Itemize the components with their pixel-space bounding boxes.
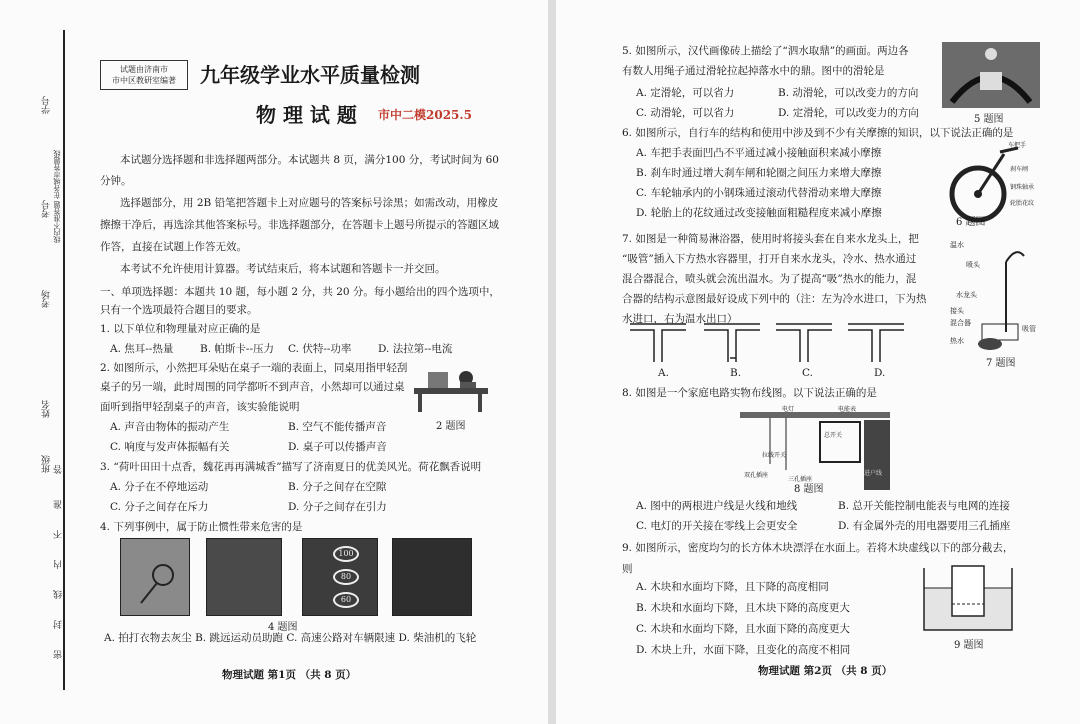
q5-option-b: B. 动滑轮，可以改变力的方向 — [778, 87, 919, 99]
q9-option-c: C. 木块和水面均下降，且水面下降的高度更大 — [636, 623, 850, 635]
figure-8-image — [740, 404, 890, 490]
mixer-diagrams — [626, 318, 906, 364]
question-6-stem: 6. 如图所示，自行车的结构和使用中涉及到不少有关摩擦的知识，以下说法正确的是 — [622, 127, 1014, 139]
question-8-stem: 8. 如图是一个家庭电路实物布线图。以下说法正确的是 — [622, 387, 877, 399]
q2-option-a: A. 声音由物体的振动产生 — [110, 421, 230, 433]
question-2-stem: 2. 如图所示，小然把耳朵贴在桌子一端的表面上，同桌用指甲轻刮 — [100, 362, 408, 374]
bike-label: 刹车闸 — [1010, 166, 1029, 173]
q9-option-d: D. 木块上升，水面下降，且变化的高度不相同 — [636, 644, 851, 656]
page-footer: 物理试题 第1页 （共 8 页） — [222, 669, 357, 681]
question-9-stem: 9. 如图所示，密度均匀的长方体木块漂浮在水面上。若将木块虚线以下的部分截去， — [622, 542, 1014, 554]
figure-6-caption: 6 题图 — [956, 217, 986, 228]
photo-speed-limit-signs — [302, 538, 378, 616]
circuit-label: 拉线开关 — [762, 452, 787, 459]
instruction-line: 擦擦干净后，再选涂其他答案标号。非选择题部分，在答题卡上题号所提示的答题区域 — [100, 219, 499, 231]
exam-page-2 — [556, 0, 1080, 724]
shower-label: 温水 — [950, 241, 964, 249]
side-seal-2: 准 — [54, 500, 64, 509]
bike-label: 钢珠轴承 — [1010, 184, 1035, 191]
figure-7-caption: 7 题图 — [986, 358, 1016, 369]
figure-8-caption: 8 题图 — [794, 484, 824, 495]
side-seal-7: 密 — [54, 650, 64, 659]
edition-tag: 市中二模2025.5 — [378, 108, 472, 122]
figure-2-caption: 2 题图 — [436, 421, 466, 432]
circuit-label: 总开关 — [824, 432, 843, 439]
question-1-stem: 1. 以下单位和物理量对应正确的是 — [100, 323, 261, 335]
figure-7-image — [946, 232, 1042, 360]
side-seal-6: 封 — [54, 620, 64, 629]
q7-option-c: C. — [802, 367, 813, 379]
circuit-label: 双孔插座 — [744, 472, 769, 479]
circuit-label: 三孔插座 — [788, 476, 813, 483]
figure-5-image — [942, 42, 1040, 108]
figure-9-caption: 9 题图 — [954, 640, 984, 651]
side-seal-1: 答 — [54, 465, 64, 474]
q3-option-a: A. 分子在不停地运动 — [110, 481, 209, 493]
tripod-pulley-illustration — [942, 42, 1040, 108]
circuit-label: 电灯 — [782, 406, 795, 413]
side-label-name: 姓名 — [42, 400, 52, 418]
q5-option-d: D. 定滑轮，可以改变力的方向 — [778, 107, 919, 119]
figure-9-floating-block — [922, 560, 1014, 632]
question-7-stem: 混合器混合，喷头就会流出温水。为了提高“吸”热水的能力，混 — [622, 273, 917, 285]
side-label-class: 班级 — [42, 455, 52, 473]
q3-option-d: D. 分子之间存在引力 — [288, 501, 387, 513]
q1-option-d: D. 法拉第--电流 — [378, 343, 453, 355]
photo-flywheel — [392, 538, 472, 616]
q3-option-b: B. 分子之间存在空隙 — [288, 481, 387, 493]
shower-label: 热水 — [950, 337, 964, 345]
side-seal-4: 内 — [54, 560, 64, 569]
q1-option-a: A. 焦耳--热量 — [110, 343, 174, 355]
shower-label: 水龙头 — [956, 291, 977, 299]
section-heading: 只有一个选项最符合题目的要求。 — [100, 304, 258, 316]
q1-option-b: B. 帕斯卡--压力 — [200, 343, 274, 355]
bike-label: 车把手 — [1008, 142, 1027, 149]
section-heading: 一、单项选择题：本题共 10 题，每小题 2 分，共 20 分。每小题给出的四个选项中， — [100, 286, 500, 298]
speed-sign: 100 — [333, 546, 359, 562]
figure-5-caption: 5 题图 — [974, 114, 1004, 125]
shower-label: 混合器 — [950, 319, 971, 327]
q8-option-a: A. 图中的两根进户线是火线和地线 — [636, 500, 798, 512]
issuer-stamp — [100, 60, 188, 90]
question-7-stem: 水进口，右为温水出口） — [622, 313, 738, 325]
instruction-line: 选择题部分，用 2B 铅笔把答题卡上对应题号的答案标号涂黑；如需改动，用橡皮 — [120, 197, 499, 209]
photo-beating-clothes — [120, 538, 190, 616]
question-9-stem: 则 — [622, 563, 633, 575]
question-2-stem: 面听到指甲轻刮桌子的声音，该实验能说明 — [100, 401, 300, 413]
side-warning: 线内不准答题 在各城市答题线 — [53, 150, 61, 244]
q5-option-a: A. 定滑轮，可以省力 — [636, 87, 735, 99]
photo-long-jump — [206, 538, 282, 616]
q6-option-b: B. 刹车时通过增大刹车闸和轮圈之间压力来增大摩擦 — [636, 167, 882, 179]
question-2-stem: 桌子的另一端，此时周围的同学都听不到声音，小然却可以通过桌 — [100, 381, 405, 393]
side-seal-5: 线 — [54, 590, 64, 599]
q8-option-d: D. 有金属外壳的用电器要用三孔插座 — [838, 520, 1011, 532]
q7-option-b: B. — [730, 367, 742, 379]
q8-option-b: B. 总开关能控制电能表与电网的连接 — [838, 500, 1010, 512]
q6-option-c: C. 车轮轴承内的小钢珠通过滚动代替滑动来增大摩擦 — [636, 187, 882, 199]
question-5-stem: 5. 如图所示，汉代画像砖上描绘了“泗水取鼎”的画面。两边各 — [622, 45, 909, 57]
side-seal-3: 不 — [54, 530, 64, 539]
instruction-line: 分钟。 — [100, 175, 132, 187]
exam-title: 九年级学业水平质量检测 — [200, 63, 420, 87]
question-3-stem: 3. “荷叶田田十点香，魏花再再满城香”描写了济南夏日的优美风光。荷花飘香说明 — [100, 461, 482, 473]
instruction-line: 本试题分选择题和非选择题两部分。本试题共 8 页，满分100 分，考试时间为 60 — [120, 154, 499, 166]
figure-2-image — [408, 362, 494, 414]
question-5-stem: 有数人用绳子通过滑轮拉起掉落水中的鼎。图中的滑轮是 — [622, 65, 885, 77]
q7-option-d: D. — [874, 367, 886, 379]
subject-title: 物 理 试 题 — [256, 103, 357, 127]
question-4-stem: 4. 下列事例中，属于防止惯性带来危害的是 — [100, 521, 303, 533]
instruction-line: 作答，直接在试题上作答无效。 — [100, 241, 247, 253]
stamp-line: 市中区教研室编著 — [112, 76, 176, 85]
instruction-line: 本考试不允许使用计算器。考试结束后，将本试题和答题卡一并交回。 — [120, 263, 446, 275]
q3-option-c: C. 分子之间存在斥力 — [110, 501, 209, 513]
shower-label: 喷头 — [966, 261, 980, 269]
q8-option-c: C. 电灯的开关接在零线上会更安全 — [636, 520, 798, 532]
side-label-exam-no: 考号 — [42, 200, 52, 218]
figure-4-caption: 4 题图 — [268, 622, 298, 633]
q4-options: A. 拍打衣物去灰尘 B. 跳远运动员助跑 C. 高速公路对车辆限速 D. 柴油机的飞轮 — [104, 632, 477, 644]
stamp-line: 试题由济南市 — [120, 65, 168, 74]
q7-option-a: A. — [658, 367, 669, 379]
speed-sign: 60 — [333, 592, 359, 608]
side-label-exam-room: 考场 — [42, 290, 52, 308]
q9-option-a: A. 木块和水面均下降，且下降的高度相同 — [636, 581, 829, 593]
circuit-label: 进户线 — [864, 470, 883, 477]
speed-sign: 80 — [333, 569, 359, 585]
question-7-stem: 合器的结构示意图最好设成下列中的（注：左为冷水进口，下为热 — [622, 293, 927, 305]
q2-option-d: D. 桌子可以传播声音 — [288, 441, 387, 453]
q2-option-b: B. 空气不能传播声音 — [288, 421, 387, 433]
q2-option-c: C. 响度与发声体振幅有关 — [110, 441, 230, 453]
shower-label: 接头 — [950, 307, 964, 315]
question-7-stem: 7. 如图是一种简易淋浴器，使用时将接头套在自来水龙头上，把 — [622, 233, 919, 245]
page-footer: 物理试题 第2页 （共 8 页） — [758, 665, 893, 677]
side-label-student-id: 学号 — [42, 96, 52, 114]
q9-option-b: B. 木块和水面均下降，且木块下降的高度更大 — [636, 602, 850, 614]
q1-option-c: C. 伏特--功率 — [288, 343, 352, 355]
q6-option-a: A. 车把手表面凹凸不平通过减小接触面积来减小摩擦 — [636, 147, 882, 159]
bike-label: 轮胎花纹 — [1010, 200, 1035, 207]
circuit-label: 电能表 — [838, 406, 857, 413]
shower-label: 吸管 — [1022, 325, 1036, 333]
q6-option-d: D. 轮胎上的花纹通过改变接触面粗糙程度来减小摩擦 — [636, 207, 882, 219]
question-7-stem: “吸管”插入下方热水容器里，打开自来水龙头，冷水、热水通过 — [622, 253, 917, 265]
q5-option-c: C. 动滑轮，可以省力 — [636, 107, 735, 119]
desk-listening-illustration — [408, 362, 494, 414]
